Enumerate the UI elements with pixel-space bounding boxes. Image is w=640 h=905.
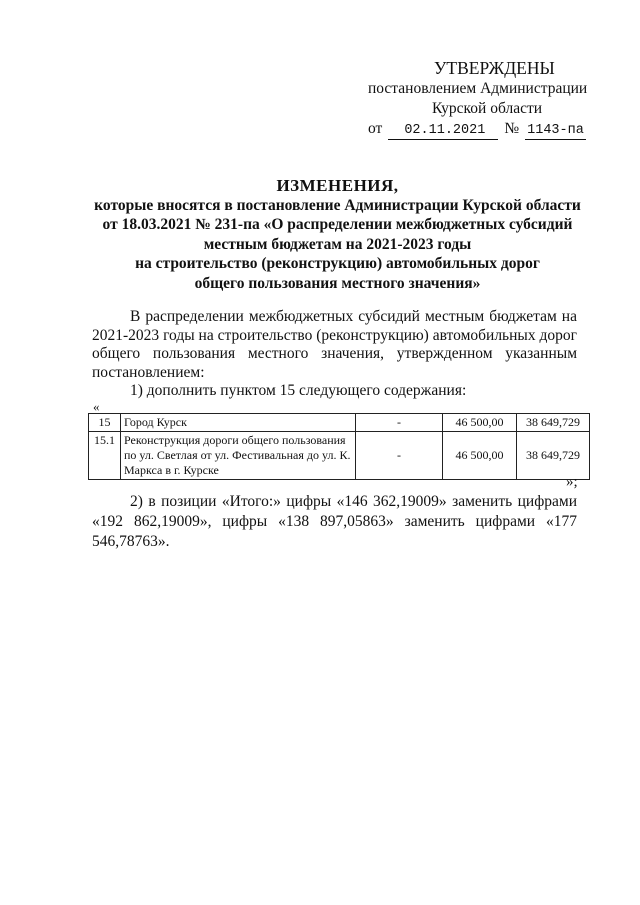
date-value: 02.11.2021 (388, 123, 498, 140)
item-2-text: 2) в позиции «Итого:» цифры «146 362,19009» заменить цифрами «192 862,19009», цифры «138 897,05863» заменить цифрами «177 546,78763». (92, 493, 577, 550)
item-1-text: 1) дополнить пунктом 15 следующего содержания: (130, 382, 467, 399)
title-line: на строительство (реконструкцию) автомобильных дорог (135, 255, 540, 272)
title-line: от 18.03.2021 № 231-па «О распределении межбюджетных субсидий (102, 216, 573, 233)
opening-quote: « (93, 399, 100, 414)
row-number: 15.1 (89, 432, 121, 480)
row-value-1: 46 500,00 (443, 432, 517, 480)
row-number: 15 (89, 414, 121, 432)
row-name: Реконструкция дороги общего пользования по ул. Светлая от ул. Фестивальная до ул. К. Маркса в г. Курске (121, 432, 356, 480)
row-dash: - (356, 432, 443, 480)
approval-block (368, 58, 598, 140)
number-value: 1143-па (527, 123, 584, 138)
row-value-1: 46 500,00 (443, 414, 517, 432)
title-main: ИЗМЕНЕНИЯ, (276, 176, 399, 195)
row-dash: - (356, 414, 443, 432)
approval-date-number (368, 119, 598, 140)
row-value-2: 38 649,729 (517, 414, 590, 432)
title-line: которые вносятся в постановление Администрации Курской области (94, 196, 581, 214)
item-2-paragraph (92, 492, 577, 552)
approval-region: Курской области (432, 100, 543, 117)
number-label: № (504, 120, 520, 137)
subsidy-table (88, 413, 590, 480)
intro-paragraph (92, 308, 577, 382)
document-title (60, 176, 615, 293)
approval-issuer: постановлением Администрации (368, 80, 588, 97)
title-line: общего пользования местного значения» (194, 274, 481, 292)
table-row (89, 432, 590, 480)
approval-heading: УТВЕРЖДЕНЫ (434, 58, 555, 78)
intro-text: В распределении межбюджетных субсидий местным бюджетам на 2021-2023 годы на строительство (реконструкцию) автомобильных дорог общего пользования местного значения, утвержденном указанным постановлением: (92, 308, 577, 381)
date-label: от (368, 120, 383, 137)
row-name: Город Курск (121, 414, 356, 432)
title-line: местным бюджетам на 2021-2023 годы (203, 235, 472, 253)
table-row (89, 414, 590, 432)
closing-quote: »; (566, 474, 578, 490)
row-value-2: 38 649,729 (517, 432, 590, 480)
